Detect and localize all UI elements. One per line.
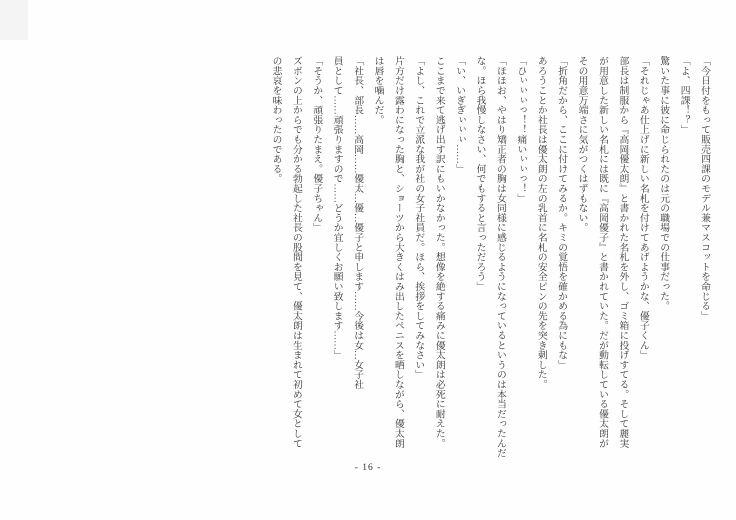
page-number: - 16 -	[354, 463, 382, 473]
text-column: 驚いた事に彼に命じられたのは元の職場での仕事だった。	[658, 56, 670, 311]
text-column: 「よし、これで立派な我が社の女子社員だ。ほら、挨拶をしてみなさい」	[413, 56, 425, 380]
text-column: が用意した新しい名札には既に『高岡優子』と書かれていた。だが動転している優太朗が	[596, 56, 608, 448]
text-column: あろうことか社長は優太朗の左の乳首に名札の安全ピンの先を突き刺した。	[535, 56, 547, 390]
text-column: ここまで来て逃げ出す訳にもいかなかった。想像を絶する痛みに優太朗は必死に耐えた。	[433, 56, 445, 448]
body-text	[265, 56, 714, 462]
text-column: 「い、いぎぎぃぃぃ……」	[454, 56, 466, 174]
text-column: は唇を噛んだ。	[372, 56, 384, 125]
text-column: 「社長、部長……高岡……優太…優…優子と申します……今後は女…女子社	[352, 56, 364, 390]
text-column: 「折角だから、ここに付けてみるか。キミの覚悟を確かめる為にもな」	[556, 56, 568, 370]
text-column: 員として……頑張りますので……どうか宜しくお願い致します……」	[331, 56, 343, 360]
text-column: 片方だけ露わになった胸と、ショーツから大きくはみ出したペニスを晒しながら、優太朗	[392, 56, 404, 448]
text-column: の悲哀を味わったのである。	[270, 56, 282, 184]
scan-artifact	[0, 0, 28, 40]
text-column: 部長は制服から『高岡優太朗』と書かれた名札を外し、ゴミ箱に投げすてる。そして麗実	[617, 56, 629, 448]
text-column: ズボンの上からでも分かる勃起した社長の股間を見て、優太朗は生まれて初めて女として	[290, 56, 302, 448]
text-column: 「それじゃあ仕上げに新しい名札を付けてあげようかな、優子くん」	[637, 56, 649, 360]
text-column: その用意万端さに気がつくはずもない。	[576, 56, 588, 233]
text-column: 「そうか、頑張りたまえ。優子ちゃん」	[311, 56, 323, 233]
text-column: 「今日付をもって販売四課のモデル兼マスコットを命じる」	[699, 56, 710, 321]
text-column: な。ほら我慢しなさい、何でもすると言っただろう」	[474, 56, 486, 292]
text-column: 「よ、四課！？」	[678, 56, 690, 135]
text-column: 「ほほお、やはり矯正者の胸は女同様に感じるようになっているというのは本当だったんだ	[494, 56, 506, 458]
text-column: 「ひぃぃぃっ！！痛いぃぃっ！」	[515, 56, 527, 203]
